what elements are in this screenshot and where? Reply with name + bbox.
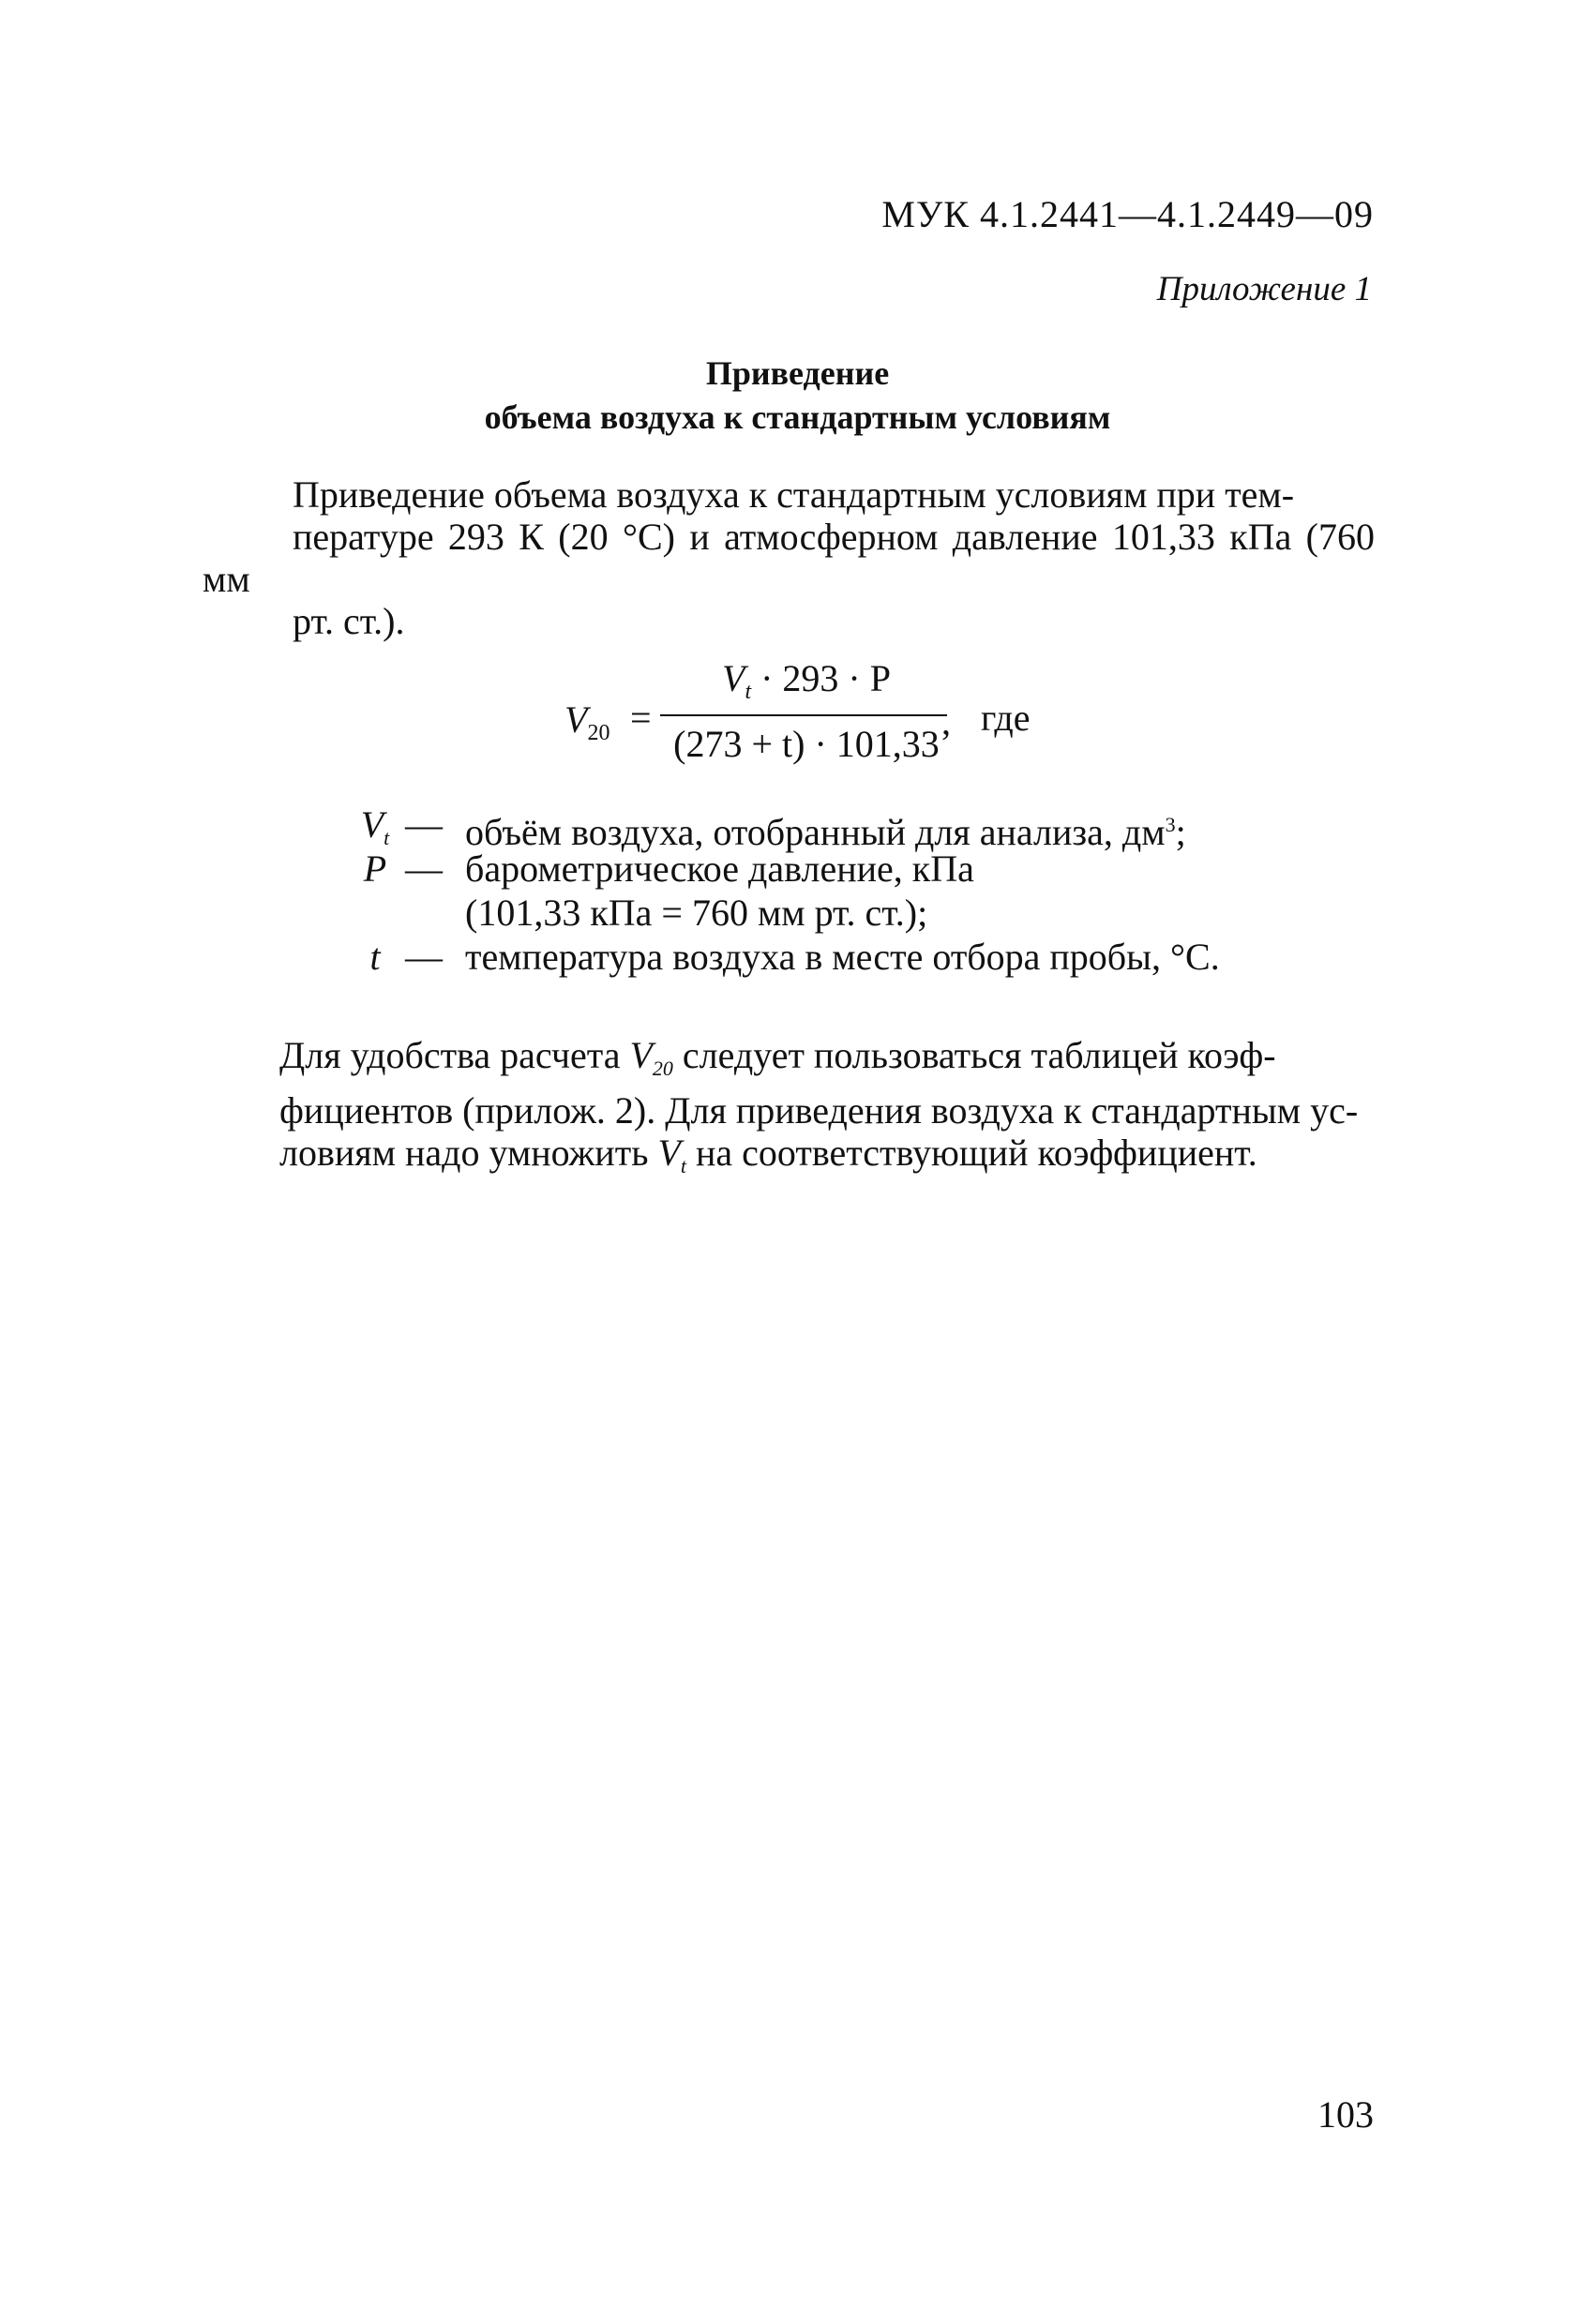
title-line-1: Приведение (705, 354, 890, 392)
section-title (0, 352, 1595, 440)
formula-num-sub: t (745, 680, 752, 704)
formula-comma: , (941, 700, 951, 742)
note-line-1: Для удобства расчета $V_{20}$ следует пользоваться таблицей коэф- (279, 1034, 1276, 1080)
intro-line-3: рт. ст.). (293, 600, 405, 642)
formula-where: где (981, 697, 1031, 739)
note-line-2: фициентов (прилож. 2). Для приведения воздуха к стандартным ус- (279, 1089, 1359, 1132)
document-code: МУК 4.1.2441—4.1.2449—09 (881, 193, 1374, 235)
intro-line-1: Приведение объема воздуха к стандартным условиям при тем- (293, 473, 1295, 516)
formula-numerator (656, 656, 956, 705)
intro-line-2: пературе 293 К (20 °С) и атмосферном давление 101,33 кПа (760 мм (203, 516, 1375, 600)
formula-num-var: V (722, 657, 745, 699)
formula-denominator: (273 + t) · 101,33 (673, 723, 940, 765)
legend-symbol: $V_t$ (360, 803, 390, 849)
formula-num-rest: · 293 · P (751, 657, 891, 699)
legend-dash: — (405, 936, 443, 978)
note-line-3: ловиям надо умножить $V_t$ на соответствующий коэффициент. (279, 1132, 1257, 1177)
formula-lhs-var: V (564, 698, 588, 741)
appendix-label: Приложение 1 (1156, 270, 1372, 308)
legend-text: объём воздуха, отобранный для анализа, $дм^3$; (465, 811, 1186, 853)
legend-dash: — (405, 847, 443, 890)
legend-text: температура воздуха в месте отбора пробы, °С. (465, 936, 1220, 978)
legend-symbol: t (369, 936, 381, 978)
legend-text: барометрическое давление, кПа (465, 847, 974, 890)
fraction-bar (660, 714, 947, 716)
legend-dash: — (405, 803, 443, 846)
title-line-2: объема воздуха к стандартным условиям (484, 398, 1111, 436)
page-number: 103 (1317, 2093, 1374, 2136)
formula-lhs (564, 697, 609, 746)
intro-paragraph (203, 473, 1375, 642)
formula-equals: = (630, 697, 652, 739)
volume-formula (0, 656, 1595, 778)
note-paragraph (203, 1034, 1375, 1187)
formula-lhs-sub: 20 (587, 721, 610, 745)
legend-symbol: P (363, 847, 387, 890)
legend-text: (101,33 кПа = 760 мм рт. ст.); (465, 892, 928, 934)
